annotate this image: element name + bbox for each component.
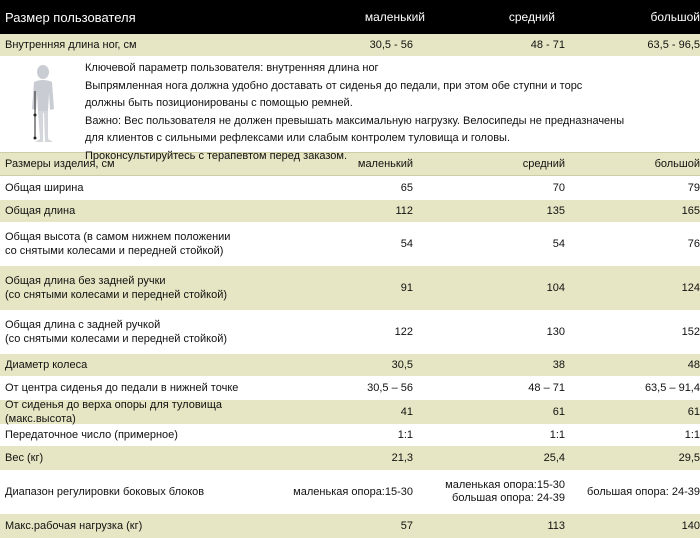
cell-small	[285, 451, 413, 465]
row-label	[0, 519, 285, 533]
row-label	[0, 485, 285, 499]
row-label-line: Общая высота (в самом нижнем положении	[5, 231, 231, 243]
table-row	[0, 446, 700, 470]
table-row	[0, 514, 700, 538]
row-label-line: Диапазон регулировки боковых блоков	[5, 486, 205, 498]
cell-medium-line: 135	[546, 205, 565, 217]
cell-small	[285, 282, 413, 295]
row-label-line: Общая длина	[5, 205, 76, 217]
cell-small	[285, 405, 413, 419]
table-row	[0, 266, 700, 310]
cell-medium-line: 113	[547, 520, 565, 532]
cell-large	[565, 519, 700, 533]
row-label	[0, 181, 285, 195]
row-label	[0, 381, 285, 395]
standing-person-icon	[0, 56, 85, 152]
row-label-line: Макс.рабочая нагрузка (кг)	[5, 520, 143, 532]
cell-medium-line: 61	[552, 406, 565, 418]
cell-medium-line: 1:1	[549, 429, 565, 441]
cell-medium-line: маленькая опора:15-30	[445, 479, 565, 491]
row-label-line: Общая длина с задней ручкой	[5, 319, 161, 331]
cell-medium	[413, 181, 565, 195]
table-row	[0, 200, 700, 222]
cell-medium	[413, 519, 565, 533]
table-row	[0, 176, 700, 200]
cell-medium-line: 38	[552, 359, 565, 371]
info-text	[85, 56, 625, 162]
cell-large	[565, 282, 700, 295]
cell-small	[285, 204, 413, 218]
cell-small	[285, 326, 413, 339]
cell-medium-line: 104	[546, 281, 565, 294]
row-label-line: со снятыми колесами и передней стойкой)	[5, 245, 224, 257]
row-label-line: (со снятыми колесами и передней стойкой)	[5, 289, 228, 301]
product-col-medium: средний	[522, 158, 565, 170]
cell-medium	[413, 428, 565, 442]
cell-small-line: 54	[400, 237, 413, 250]
cell-medium	[413, 204, 565, 218]
cell-large-line: 29,5	[678, 452, 700, 464]
cell-large-line: 48	[687, 359, 700, 371]
cell-medium	[413, 358, 565, 372]
table-row	[0, 376, 700, 400]
cell-large-line: 124	[681, 281, 700, 294]
cell-small-line: 57	[400, 520, 413, 532]
cell-small	[285, 358, 413, 372]
cell-small	[285, 519, 413, 533]
cell-small-line: 1:1	[397, 429, 413, 441]
user-size-col-medium: средний	[508, 10, 555, 24]
row-label-line: Передаточное число (примерное)	[5, 429, 178, 441]
cell-large	[565, 451, 700, 465]
cell-large-line: 61	[687, 406, 700, 418]
cell-small-line: маленькая опора:15-30	[293, 485, 413, 498]
table-row	[0, 424, 700, 446]
cell-small-line: 41	[400, 406, 413, 418]
row-label-line: От сиденья до верха опоры для туловища (макс.высота)	[5, 399, 222, 425]
product-col-large: большой	[654, 158, 700, 170]
cell-medium-line: 25,4	[543, 452, 565, 464]
cell-small	[285, 486, 413, 499]
cell-large-line: 165	[681, 205, 700, 217]
cell-medium-line: 70	[552, 182, 565, 194]
table-row	[0, 400, 700, 424]
cell-large	[565, 204, 700, 218]
cell-large-line: 152	[681, 325, 700, 338]
info-line: Выпрямленная нога должна удобно доставать от сиденья до педали, при этом обе ступни и торс	[85, 79, 583, 92]
cell-small-line: 30,5 – 56	[367, 382, 413, 394]
cell-medium-line: 54	[552, 237, 565, 250]
info-line: должны быть позиционированы с помощью ремней.	[85, 97, 353, 109]
cell-large	[565, 405, 700, 419]
cell-large-line: большая опора: 24-39	[587, 485, 700, 498]
product-size-title: Размеры изделия, см	[5, 158, 115, 170]
cell-small-line: 30,5	[391, 359, 413, 371]
table-row	[0, 354, 700, 376]
product-col-small: маленький	[357, 158, 413, 170]
cell-small	[285, 238, 413, 251]
cell-large-line: 63,5 – 91,4	[644, 382, 700, 394]
cell-large	[565, 181, 700, 195]
row-label-line: От центра сиденья до педали в нижней точке	[5, 382, 239, 394]
inner-leg-small: 30,5 - 56	[369, 39, 413, 51]
user-size-title: Размер пользователя	[5, 9, 136, 25]
row-label-line: Вес (кг)	[5, 452, 44, 464]
row-label	[0, 428, 285, 442]
info-line: для клиентов с сильными рефлексами или слабым контролем туловища и головы.	[85, 132, 511, 144]
cell-medium	[413, 381, 565, 395]
cell-large-line: 140	[681, 520, 700, 532]
cell-large	[565, 486, 700, 499]
cell-small-line: 21,3	[391, 452, 413, 464]
info-block	[0, 56, 700, 162]
row-label-line: Диаметр колеса	[5, 359, 88, 371]
row-label	[0, 398, 285, 426]
cell-large-line: 79	[687, 182, 700, 194]
cell-large	[565, 238, 700, 251]
user-size-col-small: маленький	[364, 10, 425, 24]
inner-leg-label: Внутренняя длина ног, см	[5, 39, 137, 51]
cell-large-line: 76	[687, 237, 700, 250]
cell-small-line: 112	[395, 205, 413, 217]
cell-medium	[413, 238, 565, 251]
cell-small-line: 91	[400, 281, 413, 294]
cell-small-line: 122	[394, 325, 413, 338]
cell-medium	[413, 405, 565, 419]
cell-large-line: 1:1	[684, 429, 700, 441]
info-line: Важно: Вес пользователя не должен превышать максимальную нагрузку. Велосипеды не предназначены	[85, 114, 625, 127]
cell-medium	[413, 282, 565, 295]
row-label	[0, 451, 285, 465]
inner-leg-row	[0, 34, 700, 56]
row-label-line: Общая ширина	[5, 182, 84, 194]
row-label	[0, 230, 285, 258]
table-row	[0, 470, 700, 514]
cell-small	[285, 181, 413, 195]
cell-medium-line: 130	[546, 325, 565, 338]
row-label	[0, 358, 285, 372]
cell-small	[285, 428, 413, 442]
row-label	[0, 204, 285, 218]
cell-medium-line: 48 – 71	[528, 382, 565, 394]
cell-large	[565, 381, 700, 395]
user-size-header	[0, 0, 700, 34]
cell-large	[565, 428, 700, 442]
cell-small-line: 65	[400, 182, 413, 194]
row-label	[0, 318, 285, 346]
info-line: Проконсультируйтесь с терапевтом перед заказом.	[85, 149, 348, 162]
cell-large	[565, 326, 700, 339]
table-row	[0, 222, 700, 266]
row-label-line: Общая длина без задней ручки	[5, 275, 166, 287]
table-row	[0, 310, 700, 354]
cell-large	[565, 358, 700, 372]
inner-leg-medium: 48 - 71	[530, 39, 565, 51]
cell-medium	[413, 479, 565, 505]
cell-small	[285, 381, 413, 395]
row-label	[0, 274, 285, 302]
inner-leg-large: 63,5 - 96,5	[647, 39, 700, 51]
info-line: Ключевой параметр пользователя: внутренняя длина ног	[85, 62, 379, 74]
cell-medium	[413, 451, 565, 465]
user-size-col-large: большой	[650, 10, 700, 24]
cell-medium-line: большая опора: 24-39	[452, 492, 565, 504]
row-label-line: (со снятыми колесами и передней стойкой)	[5, 333, 228, 345]
cell-medium	[413, 326, 565, 339]
product-table-body	[0, 176, 700, 538]
